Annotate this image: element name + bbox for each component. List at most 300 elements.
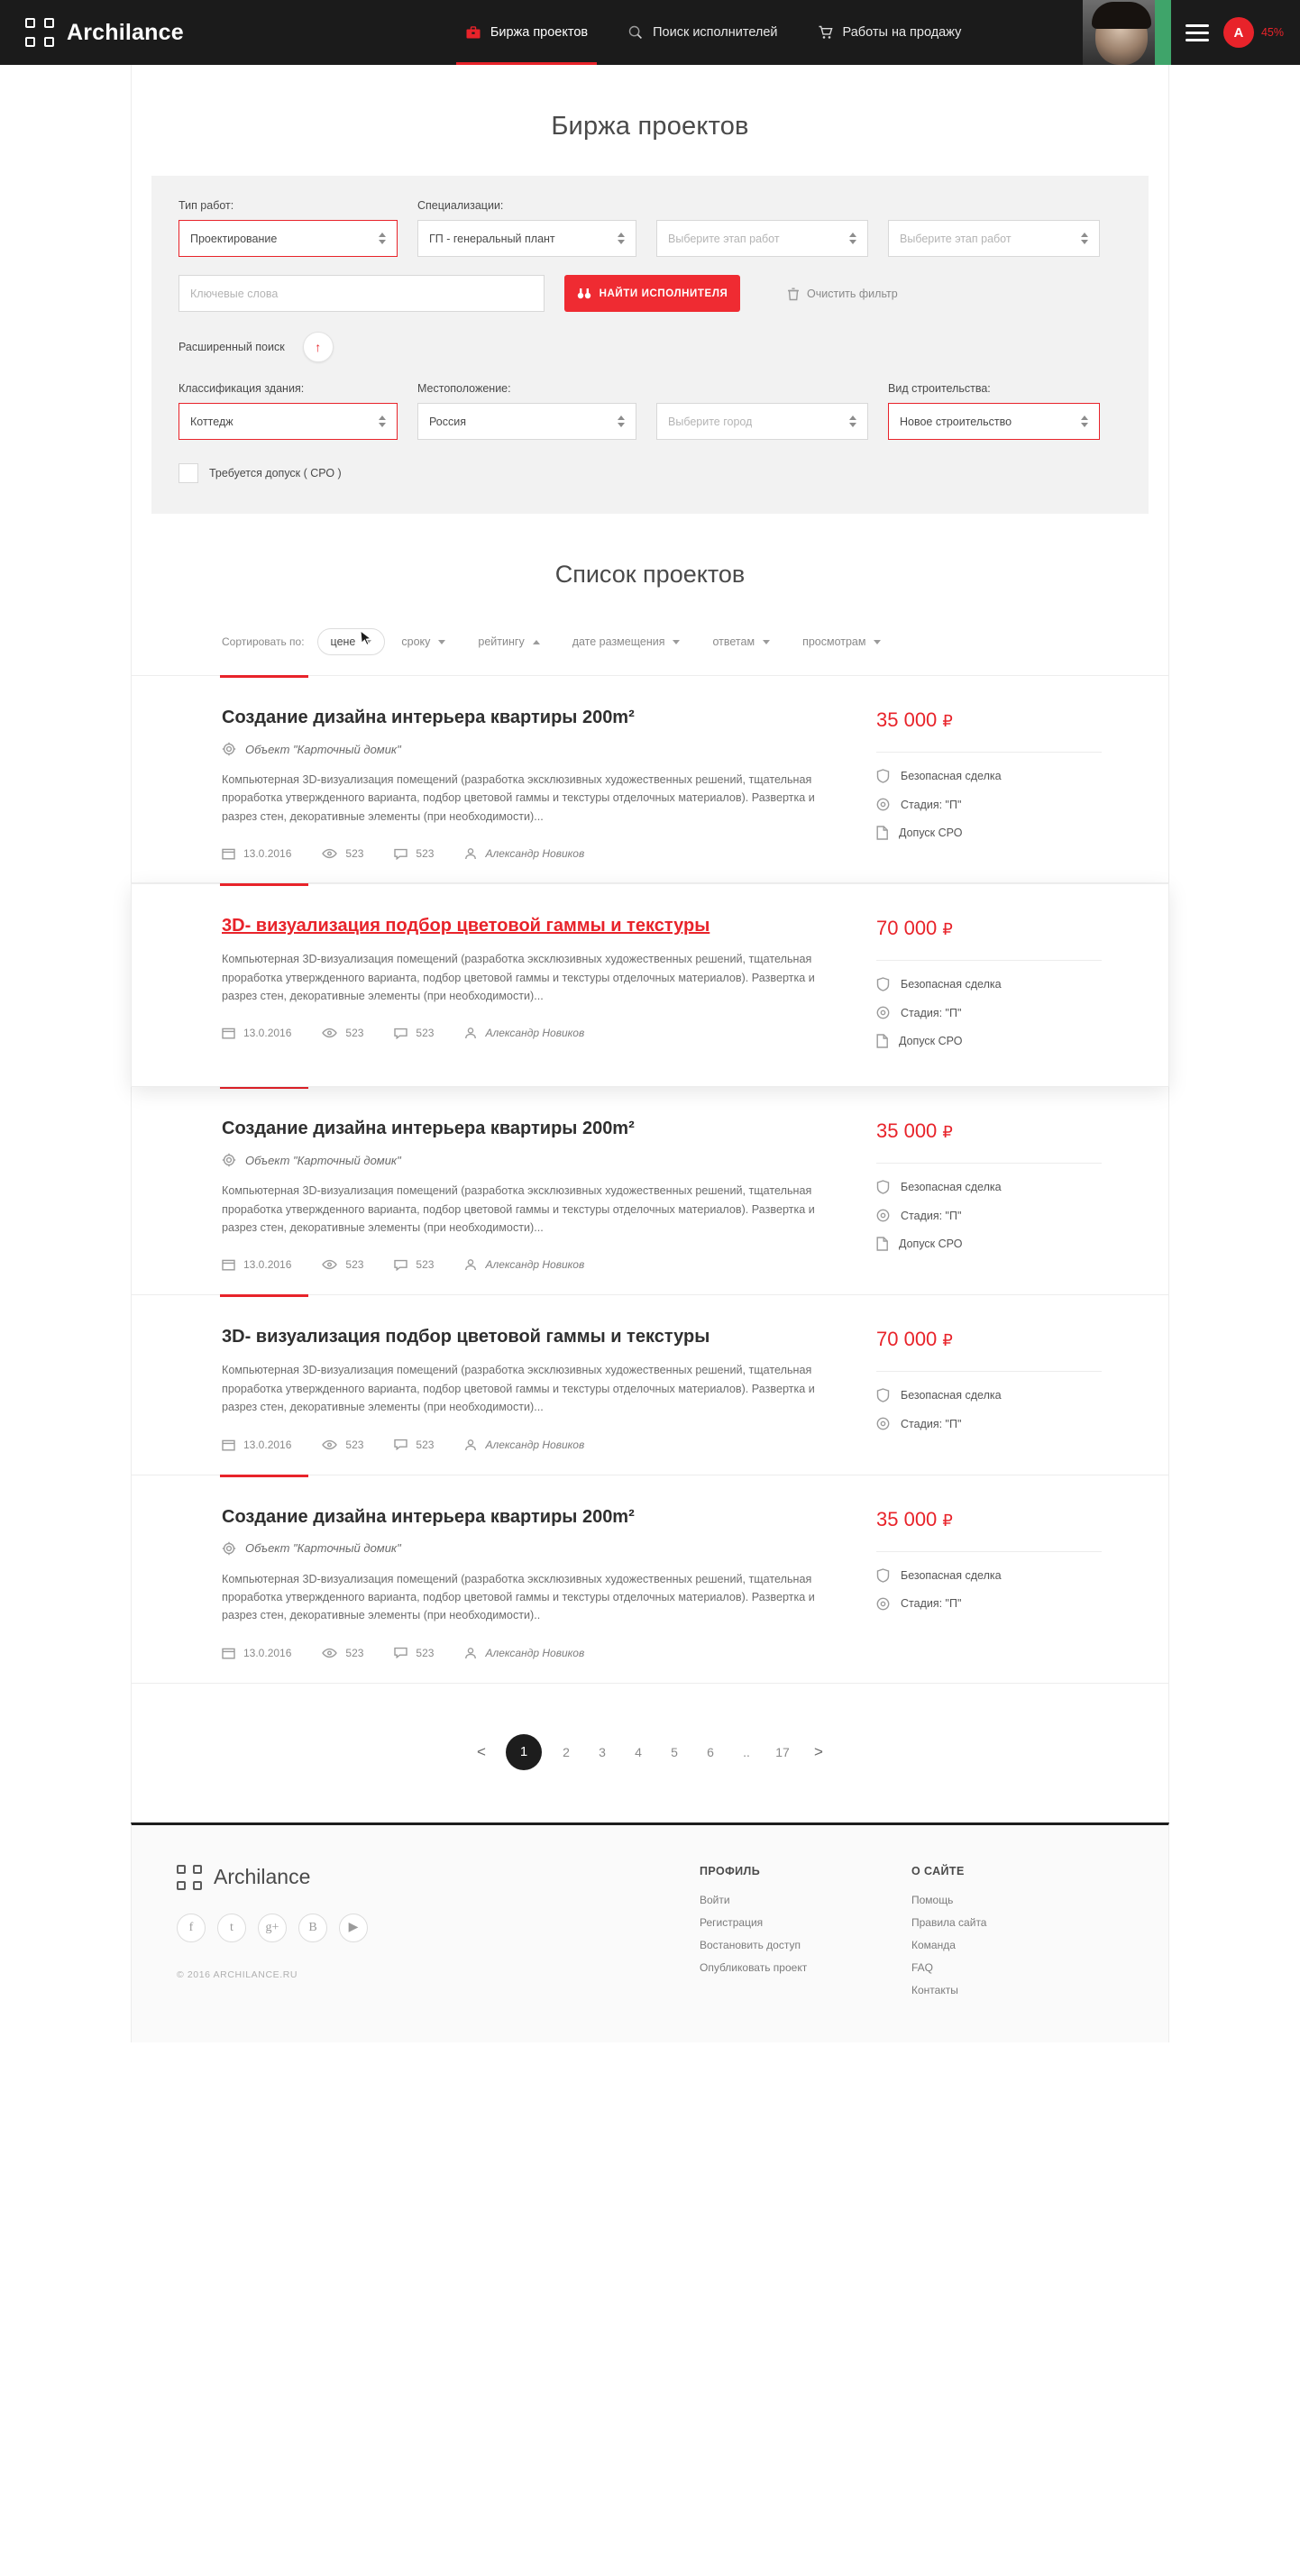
stage1-placeholder: Выберите этап работ	[668, 232, 780, 245]
user-icon	[464, 1027, 477, 1039]
pagination-page[interactable]: 6	[707, 1744, 714, 1759]
badge-label: Безопасная сделка	[901, 1568, 1002, 1582]
find-performer-button[interactable]	[564, 275, 740, 312]
footer-link-faq[interactable]: FAQ	[911, 1960, 934, 1974]
archilance-logo-icon	[25, 18, 54, 47]
sro-checkbox-label: Требуется допуск ( СРО )	[209, 467, 342, 480]
meta-author-value: Александр Новиков	[485, 1258, 585, 1272]
meta-comments-value: 523	[416, 1646, 435, 1659]
clear-filter-button[interactable]	[787, 287, 898, 301]
filter-building-class	[179, 382, 398, 440]
meta-author-value: Александр Новиков	[485, 1438, 585, 1451]
filter-panel	[151, 176, 1149, 514]
divider	[876, 1163, 1102, 1164]
card-main	[222, 1506, 853, 1659]
footer-link-contacts[interactable]: Контакты	[911, 1983, 958, 1996]
meta-date	[222, 1027, 291, 1039]
sro-checkbox-row[interactable]	[179, 463, 1121, 483]
meta-author	[464, 847, 584, 860]
sort-option-date[interactable]	[556, 629, 697, 654]
project-card[interactable]	[132, 675, 1168, 883]
price-value: 35 000	[876, 1119, 938, 1143]
pagination-ellipsis: ..	[743, 1744, 750, 1759]
badge-label: Допуск СРО	[899, 1035, 963, 1048]
project-price	[876, 1328, 1102, 1351]
meta-author	[464, 1439, 584, 1451]
meta-author-value: Александр Новиков	[485, 1646, 585, 1659]
footer-column-about	[911, 1865, 1069, 2006]
gear-icon	[222, 1153, 236, 1167]
divider	[876, 752, 1102, 753]
calendar-icon	[222, 1439, 235, 1451]
shield-icon	[876, 1180, 890, 1194]
eye-icon	[322, 848, 337, 859]
price-value: 35 000	[876, 708, 938, 731]
object-row	[222, 742, 853, 756]
object-name: Объект "Карточный домик"	[245, 1541, 401, 1556]
currency-symbol: ₽	[942, 1331, 953, 1350]
filter-row-1	[179, 199, 1121, 257]
comment-icon	[394, 1259, 407, 1271]
currency-symbol: ₽	[942, 712, 953, 730]
cart-icon	[818, 24, 834, 41]
footer-column-profile	[700, 1865, 857, 2006]
divider	[876, 960, 1102, 961]
card-accent-bar	[220, 883, 308, 886]
filter-label: Классификация здания:	[179, 382, 305, 395]
header-right	[1083, 0, 1300, 65]
card-accent-bar	[220, 1475, 308, 1477]
specialization-value: ГП - генеральный плант	[429, 232, 555, 245]
filter-location	[417, 382, 636, 440]
gear-icon	[222, 1541, 236, 1556]
currency-symbol: ₽	[942, 1123, 953, 1142]
page-title: Биржа проектов	[551, 112, 749, 141]
binoculars-icon	[577, 288, 591, 300]
nav-item-label: Биржа проектов	[490, 25, 589, 40]
card-side	[876, 1118, 1102, 1271]
card-side	[876, 915, 1102, 1063]
project-price	[876, 1508, 1102, 1531]
meta-comments	[394, 1027, 434, 1039]
sort-option-label: сроку	[401, 635, 431, 648]
card-main	[222, 915, 853, 1063]
page-bottom-spacer	[131, 2042, 1169, 2078]
pagination-page-current[interactable]: 1	[506, 1734, 542, 1770]
sort-option-rating[interactable]	[462, 629, 555, 654]
user-photo	[1083, 0, 1171, 65]
badge-sro	[876, 1237, 1102, 1251]
find-performer-label: НАЙТИ ИСПОЛНИТЕЛЯ	[599, 288, 728, 299]
archilance-logo-icon	[177, 1865, 202, 1890]
badge-label: Безопасная сделка	[901, 1389, 1002, 1402]
badge-stage	[876, 1597, 1102, 1611]
country-select[interactable]	[417, 403, 636, 440]
nav-item-label: Работы на продажу	[842, 25, 962, 40]
meta-comments	[394, 1258, 434, 1271]
card-side	[876, 1326, 1102, 1450]
brand-name: Archilance	[67, 19, 184, 45]
filter-label: Специализации:	[417, 199, 504, 212]
caret-down-icon	[763, 640, 770, 644]
project-list	[132, 675, 1168, 1683]
card-accent-bar	[220, 1086, 308, 1089]
chevron-updown-icon	[618, 233, 625, 244]
divider	[876, 1551, 1102, 1552]
nav-item-works-for-sale[interactable]	[798, 0, 982, 65]
vk-icon[interactable]: B	[298, 1914, 327, 1942]
calendar-icon	[222, 1258, 235, 1271]
user-icon	[464, 1258, 477, 1271]
content-frame	[131, 65, 1169, 1822]
avatar[interactable]: A	[1223, 17, 1254, 48]
badge-label: Допуск СРО	[899, 827, 963, 839]
badge-label: Стадия: "П"	[901, 1417, 962, 1430]
meta-author	[464, 1027, 584, 1039]
site-header	[0, 0, 1300, 65]
pagination-page[interactable]: 3	[599, 1744, 606, 1759]
meta-views-value: 523	[345, 847, 364, 861]
project-price	[876, 1119, 1102, 1143]
footer-link-publish[interactable]: Опубликовать проект	[700, 1960, 808, 1974]
meta-comments-value: 523	[416, 847, 435, 861]
sort-option-label: рейтингу	[478, 635, 525, 648]
project-title[interactable]: Создание дизайна интерьера квартиры 200m²	[222, 708, 635, 727]
filter-row-3	[179, 382, 1121, 440]
city-placeholder: Выберите город	[668, 415, 753, 428]
object-row	[222, 1153, 853, 1167]
clear-filter-label: Очистить фильтр	[807, 287, 898, 300]
google-plus-icon[interactable]: g+	[258, 1914, 287, 1942]
project-description: Компьютерная 3D-визуализация помещений (разработка эксклюзивных художественных решений, тщательная проработка утвержденного варианта, подбор цветовой гаммы и текстуры отделочных материалов). Развертка и разрез стен, декоративные элементы (при необходимости)...	[222, 953, 815, 1002]
filter-row-2	[179, 275, 1121, 312]
pagination-page[interactable]: 5	[671, 1744, 678, 1759]
meta-views	[322, 1258, 363, 1271]
twitter-icon[interactable]: t	[217, 1914, 246, 1942]
construction-kind-select[interactable]	[888, 403, 1100, 440]
badge-label: Стадия: "П"	[901, 1006, 962, 1019]
stage2-placeholder: Выберите этап работ	[900, 232, 1012, 245]
chevron-updown-icon	[1081, 416, 1088, 427]
sort-option-price[interactable]	[317, 628, 386, 655]
nav-item-label: Поиск исполнителей	[653, 25, 778, 40]
object-name: Объект "Карточный домик"	[245, 742, 401, 756]
project-title[interactable]: 3D- визуализация подбор цветовой гаммы и текстуры	[222, 916, 710, 936]
footer-link-login[interactable]: Войти	[700, 1893, 730, 1906]
project-title[interactable]: 3D- визуализация подбор цветовой гаммы и текстуры	[222, 1327, 710, 1347]
badge-safe-deal	[876, 977, 1102, 991]
badge-safe-deal	[876, 1388, 1102, 1402]
meta-date	[222, 847, 291, 860]
sort-option-answers[interactable]	[696, 629, 786, 654]
pagination-page[interactable]: 2	[563, 1744, 570, 1759]
project-description: Компьютерная 3D-визуализация помещений (разработка эксклюзивных художественных решений, тщательная проработка утвержденного варианта, подбор цветовой гаммы и текстуры отделочных материалов). Развертка и разрез стен, декоративные элементы (при необходимости)..	[222, 1572, 815, 1622]
eye-icon	[322, 1648, 337, 1658]
caret-down-icon	[364, 640, 371, 644]
card-main	[222, 707, 853, 860]
country-value: Россия	[429, 415, 466, 428]
extended-search-row	[179, 332, 1121, 362]
pagination-next[interactable]: >	[814, 1742, 823, 1760]
work-type-value: Проектирование	[190, 232, 278, 245]
pagination-prev[interactable]: <	[477, 1742, 486, 1760]
badge-sro	[876, 826, 1102, 840]
filter-specialization	[417, 199, 636, 257]
filter-stage-2	[888, 199, 1100, 257]
project-description: Компьютерная 3D-визуализация помещений (разработка эксклюзивных художественных решений, тщательная проработка утвержденного варианта, подбор цветовой гаммы и текстуры отделочных материалов). Развертка и разрез стен, декоративные элементы (при необходимости)...	[222, 773, 815, 823]
filter-label: Вид строительства:	[888, 382, 991, 395]
sort-option-term[interactable]	[385, 629, 462, 654]
sort-option-label: ответам	[712, 635, 755, 648]
meta-views	[322, 847, 363, 860]
badge-label: Стадия: "П"	[901, 1209, 962, 1222]
footer-link-help[interactable]: Помощь	[911, 1893, 954, 1906]
sro-checkbox[interactable]	[179, 463, 198, 483]
footer-logo[interactable]	[177, 1865, 645, 1890]
city-select[interactable]	[656, 403, 868, 440]
specialization-select[interactable]	[417, 220, 636, 257]
user-icon	[464, 1439, 477, 1451]
card-main	[222, 1118, 853, 1271]
document-icon	[876, 1237, 888, 1251]
footer-brand-name: Archilance	[214, 1865, 311, 1889]
calendar-icon	[222, 1027, 235, 1039]
meta-views	[322, 1439, 363, 1451]
building-class-value: Коттедж	[190, 415, 233, 428]
pagination	[132, 1683, 1168, 1822]
meta-date-value: 13.0.2016	[243, 1438, 292, 1451]
card-meta	[222, 1258, 853, 1271]
footer-link-register[interactable]: Регистрация	[700, 1915, 764, 1929]
project-title[interactable]: Создание дизайна интерьера квартиры 200m²	[222, 1506, 635, 1527]
badge-label: Стадия: "П"	[901, 1597, 962, 1611]
meta-author	[464, 1647, 584, 1659]
card-side	[876, 707, 1102, 860]
search-icon	[627, 24, 644, 41]
chevron-updown-icon	[618, 416, 625, 427]
project-price	[876, 917, 1102, 940]
chevron-updown-icon	[849, 416, 856, 427]
footer-brand-block	[177, 1865, 645, 2006]
meta-date-value: 13.0.2016	[243, 847, 292, 861]
sort-label: Сортировать по:	[222, 635, 305, 648]
eye-icon	[322, 1028, 337, 1038]
badge-stage	[876, 1006, 1102, 1019]
meta-views-value: 523	[345, 1646, 364, 1659]
meta-date	[222, 1258, 291, 1271]
object-row	[222, 1541, 853, 1556]
currency-symbol: ₽	[942, 1511, 953, 1530]
project-title[interactable]: Создание дизайна интерьера квартиры 200m²	[222, 1119, 635, 1139]
sort-option-label: цене	[330, 635, 356, 648]
shield-icon	[876, 977, 890, 991]
chevron-updown-icon	[379, 233, 386, 244]
trash-icon	[787, 287, 800, 301]
badge-label: Безопасная сделка	[901, 978, 1002, 991]
footer-column-title: ПРОФИЛЬ	[700, 1864, 761, 1877]
user-icon	[464, 1647, 477, 1659]
meta-author-value: Александр Новиков	[485, 1027, 585, 1040]
shield-icon	[876, 1568, 890, 1583]
site-footer	[131, 1822, 1169, 2042]
card-accent-bar	[220, 675, 308, 678]
account-block[interactable]	[1223, 17, 1300, 48]
stage2-select[interactable]	[888, 220, 1100, 257]
social-links	[177, 1914, 645, 1942]
calendar-icon	[222, 1647, 235, 1659]
price-value: 70 000	[876, 1328, 938, 1351]
work-type-select[interactable]	[179, 220, 398, 257]
filter-label: Тип работ:	[179, 199, 234, 212]
price-value: 35 000	[876, 1507, 938, 1530]
eye-icon	[322, 1439, 337, 1450]
footer-link-team[interactable]: Команда	[911, 1938, 956, 1951]
arrow-up-icon: ↑	[315, 340, 322, 354]
meta-comments	[394, 847, 434, 860]
meta-date	[222, 1439, 291, 1451]
card-accent-bar	[220, 1294, 308, 1297]
meta-comments-value: 523	[416, 1027, 435, 1040]
filter-city	[656, 382, 868, 440]
badge-stage	[876, 1209, 1102, 1222]
shield-icon	[876, 769, 890, 783]
meta-views	[322, 1027, 363, 1039]
card-main	[222, 1326, 853, 1450]
youtube-icon[interactable]: ▶	[339, 1914, 368, 1942]
eye-icon	[322, 1259, 337, 1270]
meta-comments-value: 523	[416, 1258, 435, 1272]
list-title: Список проектов	[554, 561, 746, 588]
briefcase-icon	[465, 24, 481, 41]
extended-search-label: Расширенный поиск	[179, 341, 285, 353]
badge-label: Безопасная сделка	[901, 770, 1002, 782]
filter-construction-kind	[888, 382, 1100, 440]
card-meta	[222, 1027, 853, 1039]
menu-button[interactable]	[1171, 24, 1223, 41]
chevron-updown-icon	[1081, 233, 1088, 244]
footer-column-title: О САЙТЕ	[911, 1864, 965, 1877]
badge-label: Безопасная сделка	[901, 1181, 1002, 1194]
sort-option-label: дате размещения	[572, 635, 665, 648]
logo[interactable]	[0, 18, 184, 47]
document-icon	[876, 1034, 888, 1048]
user-icon	[464, 847, 477, 860]
sort-option-label: просмотрам	[802, 635, 866, 648]
project-description: Компьютерная 3D-визуализация помещений (разработка эксклюзивных художественных решений, тщательная проработка утвержденного варианта, подбор цветовой гаммы и текстуры отделочных материалов). Развертка и разрез стен, декоративные элементы (при необходимости)...	[222, 1364, 815, 1414]
card-side	[876, 1506, 1102, 1659]
meta-views	[322, 1647, 363, 1659]
badge-label: Допуск СРО	[899, 1238, 963, 1251]
card-meta	[222, 1647, 853, 1659]
project-card[interactable]	[132, 883, 1168, 1086]
caret-down-icon	[438, 640, 445, 644]
meta-date-value: 13.0.2016	[243, 1258, 292, 1272]
project-description: Компьютерная 3D-визуализация помещений (разработка эксклюзивных художественных решений, тщательная проработка утвержденного варианта, подбор цветовой гаммы и текстуры отделочных материалов). Развертка и разрез стен, декоративные элементы (при необходимости)...	[222, 1184, 815, 1234]
object-name: Объект "Карточный домик"	[245, 1153, 401, 1167]
nav-item-projects[interactable]	[445, 0, 608, 65]
meta-comments	[394, 1647, 434, 1659]
project-card[interactable]	[132, 1475, 1168, 1683]
nav-item-performers[interactable]	[608, 0, 797, 65]
main-nav	[445, 0, 982, 65]
meta-views-value: 523	[345, 1258, 364, 1272]
meta-comments-value: 523	[416, 1438, 435, 1451]
chevron-updown-icon	[379, 416, 386, 427]
meta-views-value: 523	[345, 1027, 364, 1040]
filter-work-type	[179, 199, 398, 257]
pagination-page[interactable]: 4	[635, 1744, 642, 1759]
currency-symbol: ₽	[942, 920, 953, 939]
footer-link-rules[interactable]: Правила сайта	[911, 1915, 987, 1929]
project-card[interactable]	[132, 1294, 1168, 1474]
caret-down-icon	[673, 640, 680, 644]
target-icon	[876, 1006, 890, 1019]
badge-stage	[876, 1417, 1102, 1430]
meta-author-value: Александр Новиков	[485, 847, 585, 861]
comment-icon	[394, 1439, 407, 1450]
extended-search-toggle[interactable]	[303, 332, 334, 362]
filter-stage-1	[656, 199, 868, 257]
keywords-input[interactable]	[179, 275, 545, 312]
profile-completion: 45%	[1260, 26, 1284, 39]
target-icon	[876, 1597, 890, 1611]
badge-sro	[876, 1034, 1102, 1048]
construction-kind-value: Новое строительство	[900, 415, 1012, 428]
meta-author	[464, 1258, 584, 1271]
comment-icon	[394, 848, 407, 860]
building-class-select[interactable]	[179, 403, 398, 440]
keywords-placeholder: Ключевые слова	[190, 287, 279, 300]
target-icon	[876, 1209, 890, 1222]
badge-safe-deal	[876, 1180, 1102, 1194]
document-icon	[876, 826, 888, 840]
badge-safe-deal	[876, 769, 1102, 783]
meta-date-value: 13.0.2016	[243, 1027, 292, 1040]
chevron-updown-icon	[849, 233, 856, 244]
pagination-page-last[interactable]: 17	[775, 1744, 790, 1759]
meta-date	[222, 1647, 291, 1659]
project-price	[876, 708, 1102, 732]
filter-label: Местоположение:	[417, 382, 511, 395]
caret-up-icon	[533, 640, 540, 644]
comment-icon	[394, 1647, 407, 1658]
divider	[876, 1371, 1102, 1372]
target-icon	[876, 1417, 890, 1430]
card-meta	[222, 847, 853, 860]
meta-views-value: 523	[345, 1438, 364, 1451]
comment-icon	[394, 1028, 407, 1039]
footer-link-restore[interactable]: Востановить доступ	[700, 1938, 801, 1951]
target-icon	[876, 798, 890, 811]
copyright: © 2016 ARCHILANCE.RU	[177, 1969, 298, 1980]
shield-icon	[876, 1388, 890, 1402]
badge-safe-deal	[876, 1568, 1102, 1583]
badge-label: Стадия: "П"	[901, 798, 962, 811]
caret-down-icon	[874, 640, 881, 644]
stage1-select[interactable]	[656, 220, 868, 257]
calendar-icon	[222, 847, 235, 860]
gear-icon	[222, 742, 236, 756]
card-meta	[222, 1439, 853, 1451]
project-card[interactable]	[132, 1086, 1168, 1294]
sort-bar	[132, 628, 1168, 655]
badge-stage	[876, 798, 1102, 811]
meta-date-value: 13.0.2016	[243, 1646, 292, 1659]
price-value: 70 000	[876, 917, 938, 940]
facebook-icon[interactable]: f	[177, 1914, 206, 1942]
meta-comments	[394, 1439, 434, 1451]
sort-option-views[interactable]	[786, 629, 897, 654]
